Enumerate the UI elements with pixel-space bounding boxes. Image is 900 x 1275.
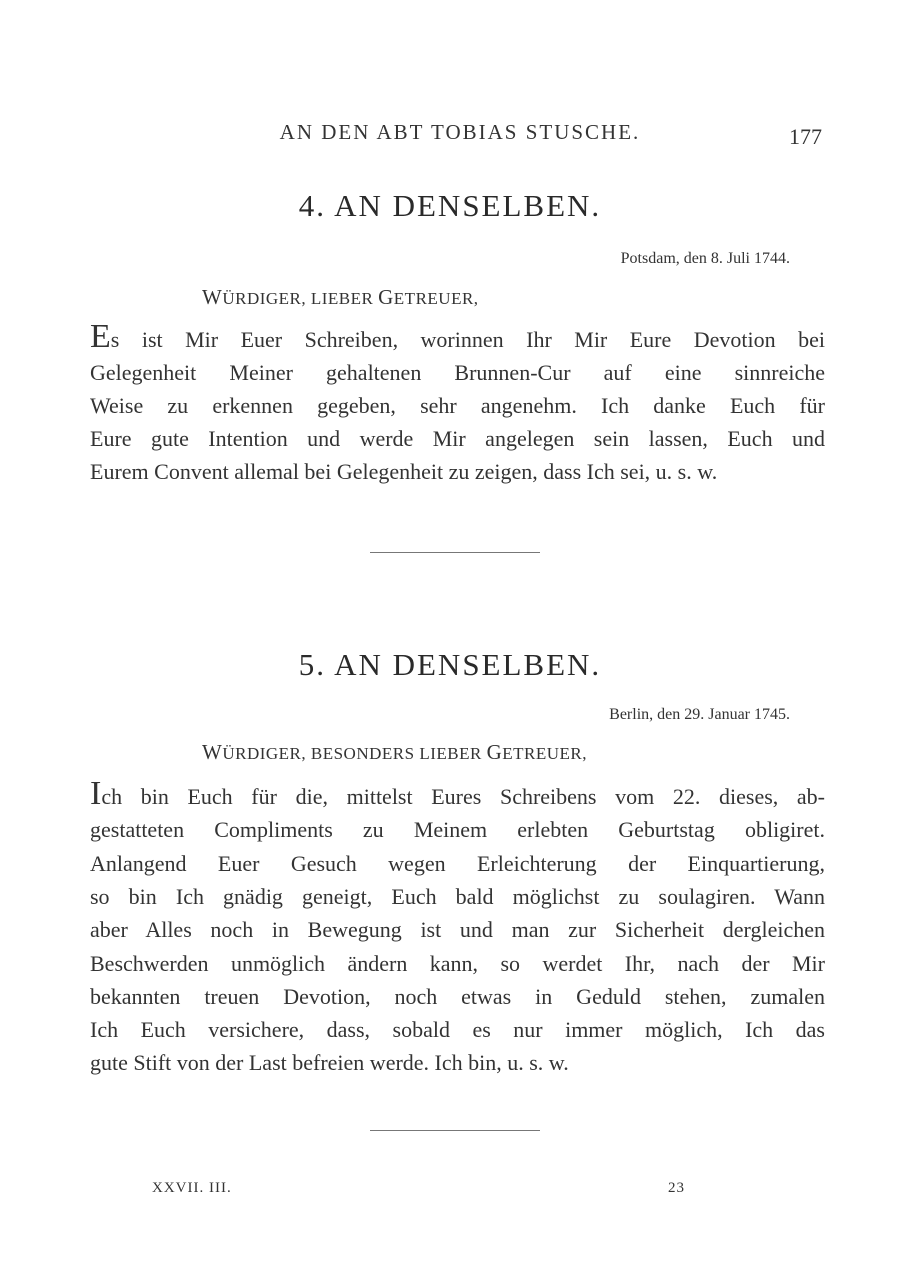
sheet-number: 23	[668, 1180, 685, 1196]
line-text: ch bin Euch für die, mittelst Eures Schreibens vom 22. dieses, ab-	[101, 784, 825, 809]
line-text: Weise zu erkennen gegeben, sehr angenehm. Ich danke Euch für	[90, 393, 825, 418]
salutation-part: W	[202, 285, 223, 309]
line-text: Eurem Convent allemal bei Gelegenheit zu zeigen, dass Ich sei, u. s. w.	[90, 459, 718, 484]
body-line	[90, 882, 825, 912]
body-line	[90, 318, 825, 355]
salutation	[202, 740, 587, 765]
letter-heading: 5. AN DENSELBEN.	[298, 647, 602, 682]
line-text: so bin Ich gnädig geneigt, Euch bald möglichst zu soulagiren. Wann	[90, 883, 825, 909]
initial-letter: I	[90, 775, 102, 812]
divider	[370, 1130, 540, 1131]
salutation-part: W	[202, 740, 223, 764]
salutation-part: ÜRDIGER, LIEBER	[222, 289, 379, 308]
body-line	[90, 915, 825, 945]
body-line	[90, 1048, 825, 1078]
divider	[370, 552, 540, 553]
salutation-part: ÜRDIGER, BESONDERS LIEBER	[222, 744, 487, 763]
salutation-part: G	[378, 285, 394, 309]
body-line	[90, 1015, 825, 1045]
body-line	[90, 849, 825, 879]
page-number: 177	[789, 124, 822, 149]
line-text: bekannten treuen Devotion, noch etwas in Geduld stehen, zumalen	[90, 983, 825, 1009]
body-line	[90, 358, 825, 388]
letter-date: Berlin, den 29. Januar 1745.	[609, 706, 790, 723]
body-line	[90, 424, 825, 454]
letter-date: Potsdam, den 8. Juli 1744.	[620, 250, 790, 267]
line-text: Gelegenheit Meiner gehaltenen Brunnen-Cur auf eine sinnreiche	[90, 360, 825, 385]
salutation	[202, 285, 479, 310]
salutation-part: ETREUER,	[502, 744, 587, 763]
line-text: Eure gute Intention und werde Mir angelegen sein lassen, Euch und	[90, 426, 825, 451]
line-text: gestatteten Compliments zu Meinem erlebten Geburtstag obligiret.	[90, 817, 825, 843]
line-text: aber Alles noch in Bewegung ist und man zur Sicherheit dergleichen	[90, 917, 825, 943]
body-line	[90, 982, 825, 1012]
body-line	[90, 775, 825, 812]
signature-mark: XXVII. III.	[152, 1180, 232, 1196]
line-text: Ich Euch versichere, dass, sobald es nur immer möglich, Ich das	[90, 1017, 825, 1043]
line-text: gute Stift von der Last befreien werde. Ich bin, u. s. w.	[90, 1050, 569, 1076]
body-line	[90, 949, 825, 979]
salutation-part: ETREUER,	[393, 289, 479, 308]
salutation-part: G	[486, 740, 503, 764]
line-text: s ist Mir Euer Schreiben, worinnen Ihr Mir Eure Devotion bei	[110, 327, 825, 352]
line-text: Anlangend Euer Gesuch wegen Erleichterung der Einquartierung,	[90, 850, 825, 876]
letter-heading: 4. AN DENSELBEN.	[298, 188, 602, 223]
body-line	[90, 391, 825, 421]
body-line	[90, 815, 825, 845]
running-head: AN DEN ABT TOBIAS STUSCHE.	[279, 120, 641, 144]
body-line	[90, 457, 825, 487]
initial-letter: E	[90, 318, 111, 355]
line-text: Beschwerden unmöglich ändern kann, so werdet Ihr, nach der Mir	[90, 950, 825, 976]
